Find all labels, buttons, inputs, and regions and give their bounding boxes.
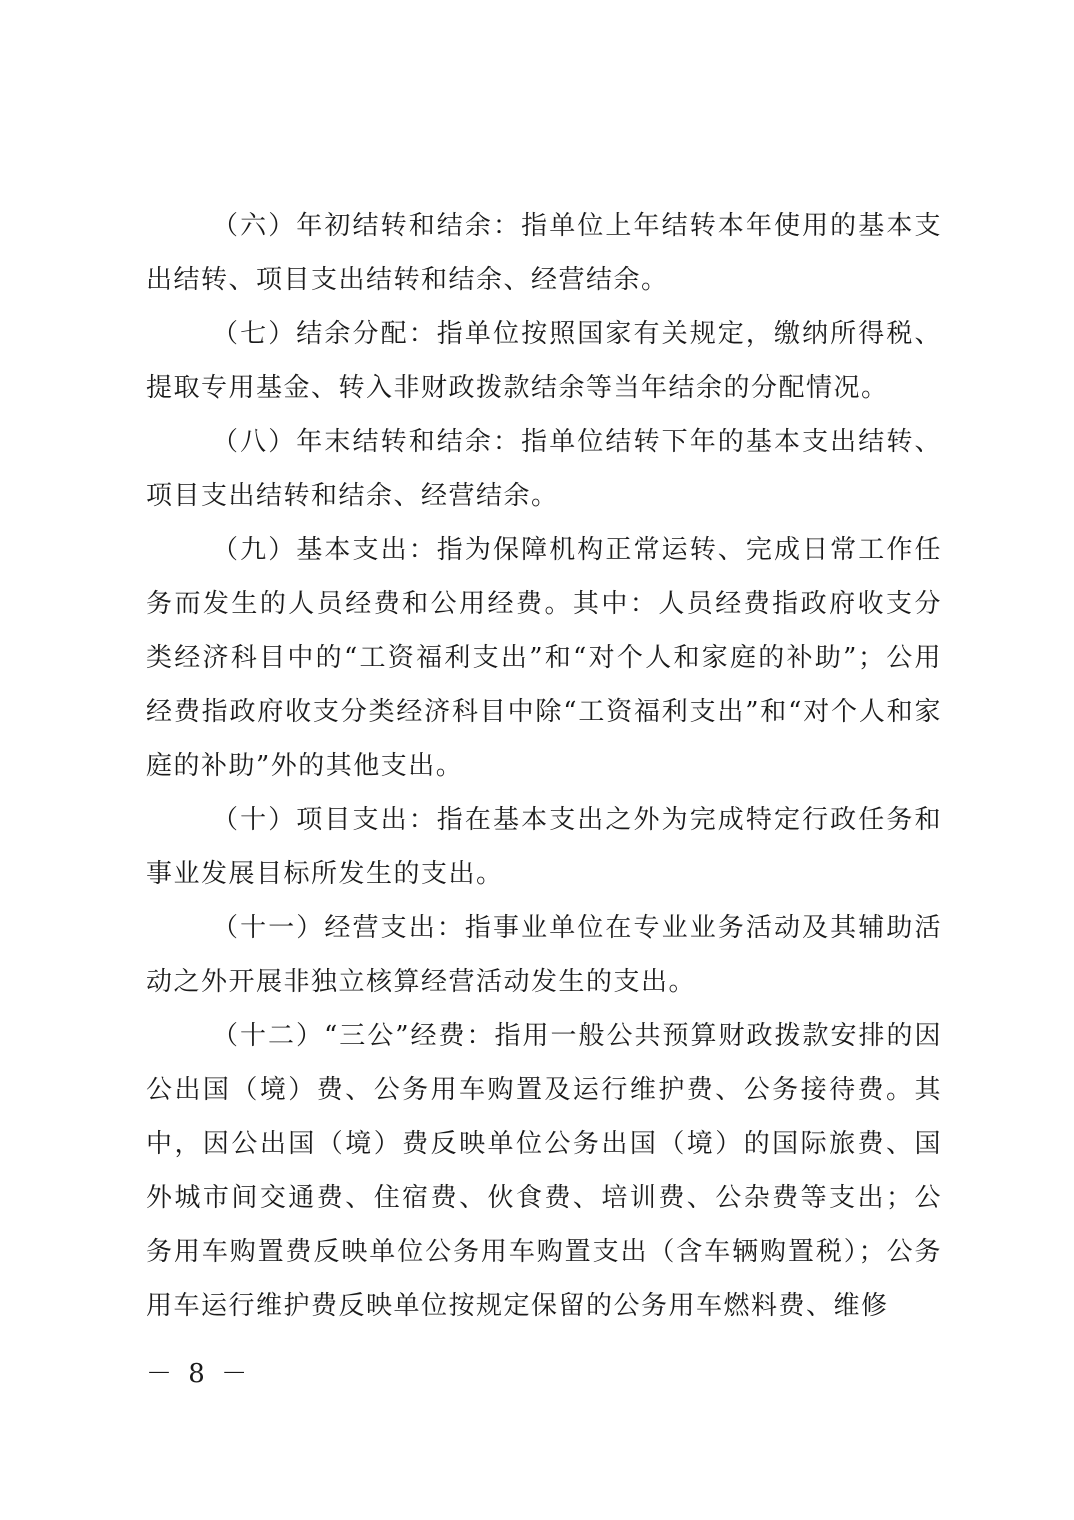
paragraph-item-9: （九）基本支出：指为保障机构正常运转、完成日常工作任务而发生的人员经费和公用经费。其中：人员经费指政府收支分类经济科目中的“工资福利支出”和“对个人和家庭的补助”；公用经费指政府收支分类经济科目中除“工资福利支出”和“对个人和家庭的补助”外的其他支出。 [146,535,942,781]
paragraph-item-10: （十）项目支出：指在基本支出之外为完成特定行政任务和事业发展目标所发生的支出。 [146,805,942,889]
paragraph-item-12: （十二）“三公”经费：指用一般公共预算财政拨款安排的因公出国（境）费、公务用车购置及运行维护费、公务接待费。其中，因公出国（境）费反映单位公务出国（境）的国际旅费、国外城市间交通费、住宿费、伙食费、培训费、公杂费等支出；公务用车购置费反映单位公务用车购置支出（含车辆购置税）；公务用车运行维护费反映单位按规定保留的公务用车燃料费、维修 [146,1021,942,1321]
paragraph-item-11: （十一）经营支出：指事业单位在专业业务活动及其辅助活动之外开展非独立核算经营活动发生的支出。 [146,913,942,997]
page-number: － 8 － [146,1359,252,1389]
paragraph-item-7: （七）结余分配：指单位按照国家有关规定，缴纳所得税、提取专用基金、转入非财政拨款结余等当年结余的分配情况。 [146,319,942,403]
paragraph-item-6: （六）年初结转和结余：指单位上年结转本年使用的基本支出结转、项目支出结转和结余、经营结余。 [146,211,942,295]
body-text [146,199,942,1333]
paragraph-item-8: （八）年末结转和结余：指单位结转下年的基本支出结转、项目支出结转和结余、经营结余。 [146,427,942,511]
